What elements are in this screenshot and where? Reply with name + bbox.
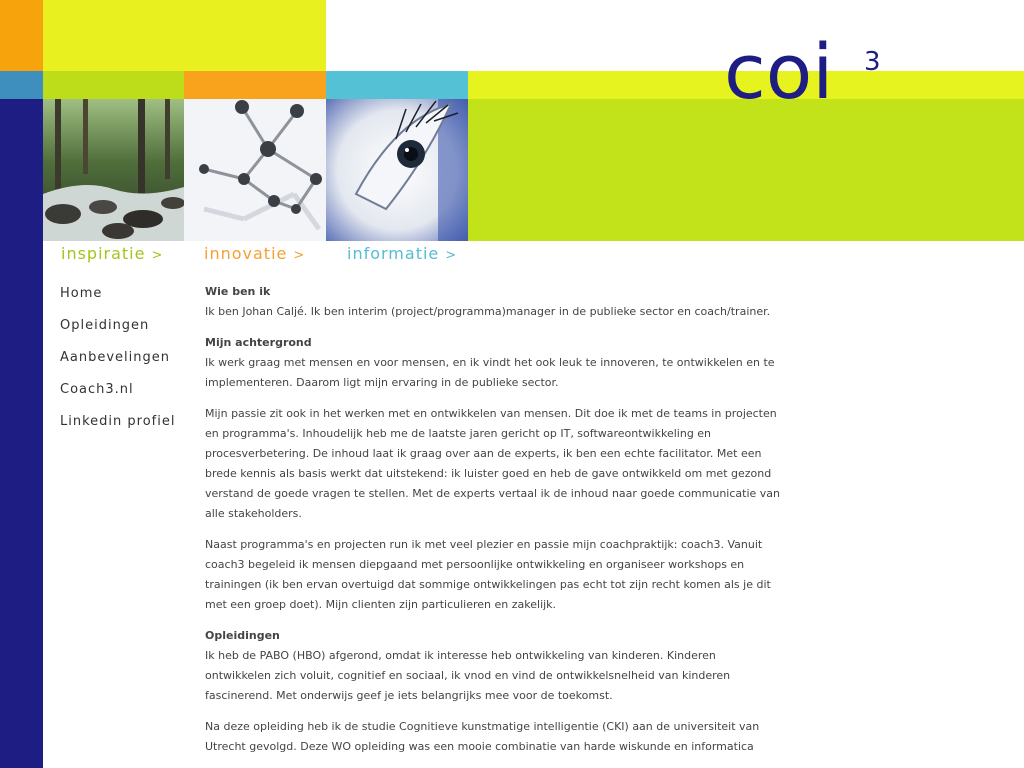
lime-header-panel — [468, 99, 1024, 241]
tagline-label: inspiratie — [61, 244, 146, 263]
section-achtergrond — [205, 333, 780, 393]
chevron-right-icon: > — [445, 248, 458, 263]
section-text: Ik ben Johan Caljé. Ik ben interim (project/programma)manager in de publieke sector en coach/trainer. — [205, 305, 771, 318]
section-heading: Opleidingen — [205, 629, 280, 642]
eye-photo — [326, 99, 468, 241]
tagline-innovatie[interactable] — [204, 244, 305, 263]
section-heading: Mijn achtergrond — [205, 336, 312, 349]
tagline-informatie[interactable] — [347, 244, 457, 263]
logo-superscript: 3 — [864, 47, 881, 77]
site-logo[interactable] — [722, 14, 912, 104]
nav-item-linkedin[interactable]: Linkedin profiel — [60, 414, 176, 429]
lime-color-strip — [43, 71, 184, 99]
nav-item-opleidingen[interactable]: Opleidingen — [60, 318, 150, 333]
tagline-label: informatie — [347, 244, 440, 263]
paragraph: Naast programma's en projecten run ik met veel plezier en passie mijn coachpraktijk: coach3. Vanuit coach3 begeleid ik mensen diepgaand met persoonlijke ontwikkeling en organiseer workshops en trainingen (ik ben ervan overtuigd dat sommige ontwikkelingen pas echt tot zijn recht komen als je dit met een groep doet). Mijn clienten zijn particulieren en zakelijk. — [205, 538, 771, 611]
cyan-color-strip — [326, 71, 468, 99]
orange-color-block — [0, 0, 43, 71]
main-navigation — [60, 286, 185, 446]
nav-item-coach3[interactable]: Coach3.nl — [60, 382, 134, 397]
orange-color-strip — [184, 71, 326, 99]
section-text: Ik heb de PABO (HBO) afgerond, omdat ik interesse heb ontwikkeling van kinderen. Kinderen ontwikkelen zich voluit, cognitief en sociaal, ik vnod en vind de ontwikkelsnelheid van kinderen fascinerend. Met onderwijs geef je iets belangrijks mee voor de toekomst. — [205, 649, 731, 702]
forest-stream-photo — [43, 99, 184, 241]
yellow-color-block — [43, 0, 326, 71]
blue-color-block — [0, 71, 43, 99]
nav-item-home[interactable]: Home — [60, 286, 103, 301]
paragraph: Mijn passie zit ook in het werken met en ontwikkelen van mensen. Dit doe ik met de teams in projecten en programma's. Inhoudelijk heb me de laatste jaren gericht op IT, softwareontwikkeling en procesverbetering. De inhoud laat ik graag over aan de experts, ik ben een echte facilitator. Met een brede kennis als basis werkt dat uitstekend: ik luister goed en heb de gave ontwikkeld om met gezond verstand de goede vragen te stellen. Met de experts vertaal ik de inhoud naar goede communicatie van alle stakeholders. — [205, 407, 780, 520]
section-text: Ik werk graag met mensen en voor mensen, en ik vindt het ook leuk te innoveren, te ontwikkelen en te implementeren. Daarom ligt mijn ervaring in de publieke sector. — [205, 356, 775, 389]
nav-item-aanbevelingen[interactable]: Aanbevelingen — [60, 350, 170, 365]
logo-text: coi — [724, 27, 834, 104]
section-heading: Wie ben ik — [205, 285, 271, 298]
molecule-photo — [184, 99, 326, 241]
section-wie-ben-ik — [205, 282, 780, 322]
section-opleidingen — [205, 626, 780, 706]
tagline-label: innovatie — [204, 244, 288, 263]
navy-side-bar — [0, 99, 43, 768]
paragraph: Na deze opleiding heb ik de studie Cognitieve kunstmatige intelligentie (CKI) aan de universiteit van Utrecht gevolgd. Deze WO opleiding was een mooie combinatie van harde wiskunde en informatica — [205, 720, 760, 753]
main-content — [205, 282, 780, 768]
chevron-right-icon: > — [293, 248, 306, 263]
tagline-inspiratie[interactable] — [61, 244, 163, 263]
chevron-right-icon: > — [151, 248, 164, 263]
